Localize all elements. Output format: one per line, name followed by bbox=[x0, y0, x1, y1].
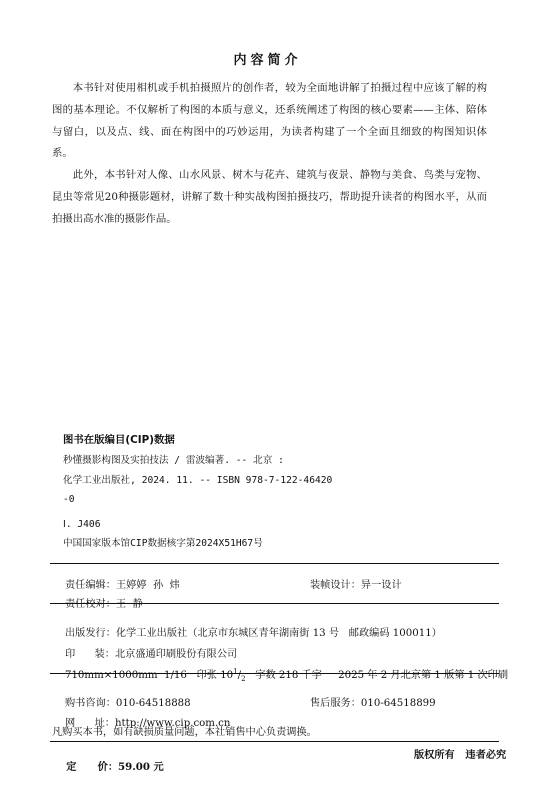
credit-label: 责任编辑： bbox=[64, 580, 116, 591]
buy-value: 010-64518888 bbox=[115, 698, 191, 709]
service-label: 售后服务： bbox=[309, 698, 361, 709]
printer-value: 北京盛通印刷股份有限公司 bbox=[114, 649, 238, 660]
credit-label: 装帧设计： bbox=[309, 580, 361, 591]
intro-text bbox=[52, 78, 487, 231]
price-label: 定 价： bbox=[66, 761, 119, 773]
cip-heading: 图书在版编目(CIP)数据 bbox=[63, 434, 175, 446]
cip-line: 秒懂摄影构图及实拍技法 / 雷波编著. -- 北京 : bbox=[63, 455, 284, 466]
format-mid: / bbox=[237, 670, 242, 681]
format-sup: 1 bbox=[233, 667, 238, 676]
divider bbox=[50, 673, 499, 674]
web-value: http://www.cip.com.cn bbox=[114, 718, 231, 729]
publisher-value: 化学工业出版社（北京市东城区青年湖南街 13 号 邮政编码 100011） bbox=[115, 628, 442, 639]
credit-value: 王婷婷 孙 炜 bbox=[115, 580, 180, 591]
buy-label: 购书咨询： bbox=[64, 698, 116, 709]
rights-notice: 版权所有 违者必究 bbox=[414, 749, 507, 761]
publisher-label: 出版发行： bbox=[64, 628, 116, 639]
intro-paragraph: 此外，本书针对人像、山水风景、树木与花卉、建筑与夜景、静物与美食、鸟类与宠物、昆虫等常见20种摄影题材，讲解了数十种实战构图拍摄技巧，帮助提升读者的构图水平，从而拍摄出高水准的摄影作品。 bbox=[52, 169, 487, 225]
price-value: 59.00 元 bbox=[118, 761, 164, 773]
credit-design bbox=[297, 565, 402, 602]
web-label: 网 址： bbox=[64, 718, 115, 729]
printer-label: 印 装： bbox=[64, 649, 115, 660]
credit-value: 异一设计 bbox=[360, 580, 402, 591]
format-sub: 2 bbox=[241, 675, 246, 684]
cip-line: 化学工业出版社, 2024. 11. -- ISBN 978-7-122-46420 bbox=[63, 474, 333, 486]
divider bbox=[50, 563, 499, 564]
service-value: 010-64518899 bbox=[360, 698, 436, 709]
price-row bbox=[52, 746, 164, 785]
service-row bbox=[297, 683, 436, 720]
cip-line: 中国国家版本馆CIP数据核字第2024X51H67号 bbox=[63, 538, 263, 549]
divider bbox=[50, 741, 499, 742]
credit-label: 责任校对： bbox=[64, 599, 116, 610]
notice-row: 凡购买本书，如有缺损质量问题，本社销售中心负责调换。 bbox=[52, 727, 317, 738]
page-title: 内容简介 bbox=[233, 53, 302, 68]
format-prefix: 710mm×1000mm 1/16 印张 10 bbox=[64, 670, 234, 681]
cip-block bbox=[63, 431, 483, 554]
cip-line: -0 bbox=[63, 494, 75, 505]
intro-paragraph: 本书针对使用相机或手机拍摄照片的创作者，较为全面地讲解了拍摄过程中应该了解的构图的基本理论。不仅解析了构图的本质与意义，还系统阐述了构图的核心要素——主体、陪体与留白，以及点、线、面在构图中的巧妙运用，为读者构建了一个全面且细致的构图知识体系。 bbox=[52, 82, 487, 160]
divider bbox=[50, 603, 499, 604]
credit-value: 王 静 bbox=[115, 599, 143, 610]
cip-line: Ⅰ. J406 bbox=[63, 518, 101, 530]
format-suffix: 字数 218 千字 2025 年 2 月北京第 1 版第 1 次印刷 bbox=[245, 670, 509, 681]
